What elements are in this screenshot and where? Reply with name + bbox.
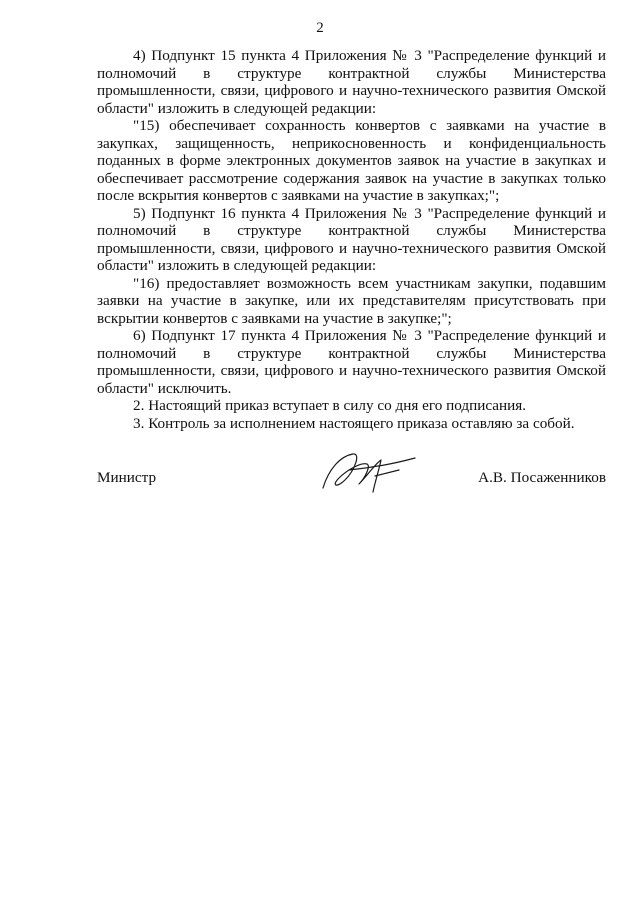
signatory-name: А.В. Посаженников [478,469,606,486]
paragraph-item-5: 5) Подпункт 16 пункта 4 Приложения № 3 "Распределение функций и полномочий в структуре контрактной службы Министерства промышленности, связи, цифрового и научно-технического развития Омской области" изложить в следующей редакции: [97,204,606,274]
paragraph-item-4: 4) Подпункт 15 пункта 4 Приложения № 3 "Распределение функций и полномочий в структуре контрактной службы Министерства промышленности, связи, цифрового и научно-технического развития Омской области" изложить в следующей редакции: [97,47,606,117]
document-body [97,47,606,432]
paragraph-clause-3: 3. Контроль за исполнением настоящего приказа оставляю за собой. [133,414,575,432]
handwritten-signature [309,448,429,498]
paragraph-quote-16: "16) предоставляет возможность всем участникам закупки, подавшим заявки на участие в закупке, или их представителям присутствовать при вскрытии конвертов с заявками на участие в закупке;"; [97,274,606,327]
paragraph-quote-15: "15) обеспечивает сохранность конвертов с заявками на участие в закупках, защищенность, неприкосновенность и конфиденциальность поданных в форме электронных документов заявок на участие в закупках и обеспечивает рассмотрение содержания заявок на участие в закупках только после вскрытия конвертов с заявками на участие в закупках;"; [97,117,606,204]
paragraph-clause-2: 2. Настоящий приказ вступает в силу со дня его подписания. [133,397,527,414]
paragraph-item-6: 6) Подпункт 17 пункта 4 Приложения № 3 "Распределение функций и полномочий в структуре контрактной службы Министерства промышленности, связи, цифрового и научно-технического развития Омской области" исключить. [97,327,606,397]
page-number: 2 [316,20,324,36]
signatory-title: Министр [97,469,157,486]
signature-block [97,448,606,498]
